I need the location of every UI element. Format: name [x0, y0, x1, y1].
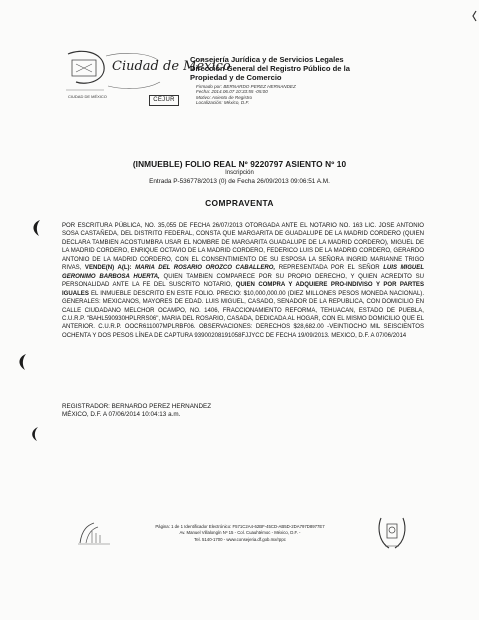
cejur-badge: CEJUR — [149, 95, 179, 106]
institution-header — [190, 55, 380, 83]
stamp-line-2: Fecha: 2014.06.07 10:33:55 -05:00 — [196, 89, 268, 95]
stamp-line-1: Firmado por: BERNARDO PEREZ HERNANDEZ — [196, 84, 296, 89]
registrar-name: REGISTRADOR: BERNARDO PEREZ HERNANDEZ — [62, 403, 212, 410]
deed-paragraph — [62, 222, 424, 340]
deed-text-2: REPRESENTADA POR EL SEÑOR — [278, 265, 380, 272]
document-title: COMPRAVENTA — [205, 198, 274, 208]
coat-of-arms-icon — [375, 512, 409, 552]
footer-logo-icon — [76, 519, 114, 547]
binder-hole-mark — [16, 353, 28, 371]
binder-hole-mark — [30, 219, 42, 237]
header-line-3: Propiedad y de Comercio — [190, 73, 282, 83]
page-footer — [120, 524, 360, 543]
stamp-line-3: Motivo: Asiento de Registro — [196, 94, 253, 100]
folio-heading: (INMUEBLE) FOLIO REAL Nº 9220797 ASIENTO Nº 10 — [132, 159, 347, 169]
deed-text-3: QUIEN TAMBIEN COMPARECE POR SU PROPIO DERECHO, Y QUIEN ACREDITO SU PERSONALIDAD ANTE LA FE DEL SUSCRITO NOTARIO, — [62, 273, 425, 289]
registrar-date: MÉXICO, D.F. A 07/06/2014 10:04:13 a.m. — [62, 411, 181, 419]
header-line-1: Consejería Jurídica y de Servicios Legales — [190, 55, 344, 64]
footer-identifier: Página: 1 de 1 Identificador Electrónico: F571C2A4-62BF-45CD-AB5D-2DA797D8977E7 — [155, 524, 325, 529]
digital-signature-stamp — [196, 84, 366, 106]
sale-label: VENDE(N) A(L): — [84, 265, 132, 272]
representative-name: LUIS MIGUEL GERONIMO BARBOSA HUERTA, — [62, 265, 425, 280]
purchase-modality: QUIEN COMPRA Y ADQUIERE PRO-INDIVISO Y POR PARTES IGUALES — [62, 282, 424, 297]
deed-body — [62, 222, 424, 340]
logo-caption: CIUDAD DE MÉXICO — [68, 94, 107, 99]
footer-contact: Tel. 5140-1700 - www.consejeria.df.gob.mx/rppc — [194, 536, 286, 542]
header-line-2: Dirección General del Registro Público de la — [190, 64, 350, 74]
inscription-label: Inscripción — [225, 170, 254, 176]
entry-line: Entrada P-536778/2013 (0) de Fecha 26/09/2013 09:06:51 A.M. — [149, 178, 330, 185]
stamp-line-4: Localización: México, D.F. — [196, 100, 250, 106]
logo-title: Ciudad de México — [112, 59, 231, 74]
registrar-block — [62, 403, 302, 420]
deed-text-4: EL INMUEBLE DESCRITO EN ESTE FOLIO. PRECIO: $10,000,000.00 (DIEZ MILLONES PESOS MONEDA NACIONAL). GENERALES: MEXICANOS, MAYORES DE EDAD. LUIS MIGUEL, CASADO, SENADOR DE LA REPUBLICA, CON DOMICILIO EN CALLE CIUDADANO MELCHOR OCAMPO, NO. 1406, FRACCIONAMIENTO REFORMA, TEHUACAN, ESTADO DE PUEBLA, C.U.R.P. "BAHL590930HPLRRS06", MARIA DEL ROSARIO, CASADA, DEDICADA AL HOGAR, CON EL MISMO DOMICILIO QUE EL ANTERIOR. C.U.R.P. OOCR611007MPLRBF06. OBSERVACIONES: DERECHOS $28,682.00 -VEINTIOCHO MIL SEISCIENTOS OCHENTA Y DOS PESOS LÍNEA DE CAPTURA 93900208191058FJJYCC DE FECHA 19/09/2013. MEXICO, D.F. A 07/06/2014 — [62, 290, 424, 339]
seller-name: MARIA DEL ROSARIO OROZCO CABALLERO, — [135, 265, 276, 272]
footer-address: Av. Manuel Villalongín Nº 15 - Col. Cuauhtémoc - México, D.F. - — [179, 530, 301, 536]
binder-hole-mark — [28, 426, 40, 442]
deed-text-1: POR ESCRITURA PÚBLICA, NO. 35,055 DE FECHA 26/07/2013 OTORGADA ANTE EL NOTARIO NO. 163 LIC. JOSE ANTONIO SOSA CASTAÑEDA, DEL DISTRITO FEDERAL, CONSTA QUE MARGARITA DE GUADALUPE DE LA MADRID CORDERO (QUIEN DECLARA TAMBIEN ACOSTUMBRA USAR EL NOMBRE DE MARGARITA GUADALUPE DE LA MADRID CORDERO), MIGUEL DE LA MADRID CORDERO, ENRIQUE OCTAVIO DE LA MADRID CORDERO, FEDERICO LUIS DE LA MADRID CORDERO, GERARDO ANTONIO DE LA MADRID CORDERO, CON EL CONSENTIMIENTO DE SU ESPOSA LA SEÑORA INGRID MARIANNE TRIGO RIVAS, — [62, 223, 424, 272]
scan-edge-mark — [470, 10, 478, 22]
